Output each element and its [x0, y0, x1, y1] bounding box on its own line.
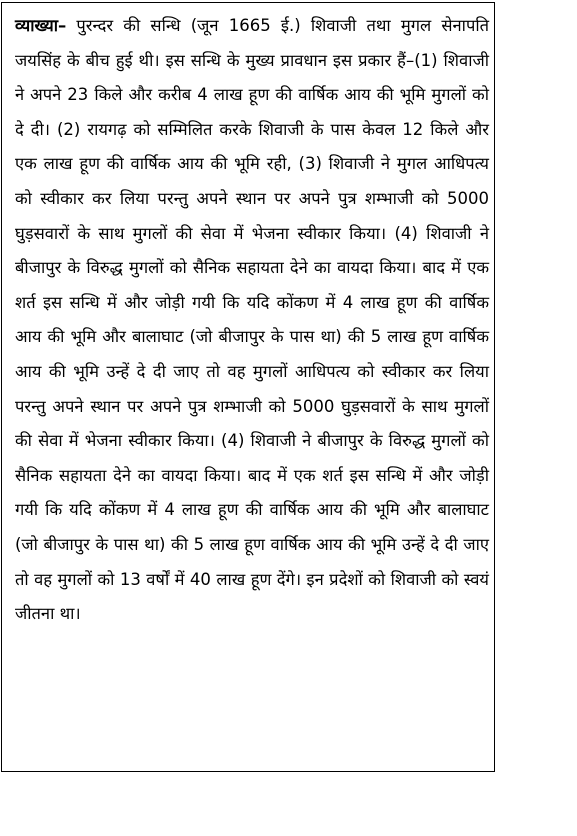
- explanation-label: व्याख्या–: [15, 16, 67, 35]
- text-box: [1, 2, 495, 772]
- explanation-paragraph: [15, 9, 489, 632]
- explanation-body: पुरन्दर की सन्धि (जून 1665 ई.) शिवाजी तथा मुगल सेनापति जयसिंह के बीच हुई थी। इस सन्धि के मुख्य प्रावधान इस प्रकार हैं–(1) शिवाजी ने अपने 23 किले और करीब 4 लाख हूण की वार्षिक आय की भूमि मुगलों को दे दी। (2) रायगढ़ को सम्मिलित करके शिवाजी के पास केवल 12 किले और एक लाख हूण की वार्षिक आय की भूमि रही, (3) शिवाजी ने मुगल आधिपत्य को स्वीकार कर लिया परन्तु अपने स्थान पर अपने पुत्र शम्भाजी को 5000 घुड़सवारों के साथ मुगलों की सेवा में भेजना स्वीकार किया। (4) शिवाजी ने बीजापुर के विरुद्ध मुगलों को सैनिक सहायता देने का वायदा किया। बाद में एक शर्त इस सन्धि में और जोड़ी गयी कि यदि कोंकण में 4 लाख हूण की वार्षिक आय की भूमि और बालाघाट (जो बीजापुर के पास था) की 5 लाख हूण वार्षिक आय की भूमि उन्हें दे दी जाए तो वह मुगलों आधिपत्य को स्वीकार कर लिया परन्तु अपने स्थान पर अपने पुत्र शम्भाजी को 5000 घुड़सवारों के साथ मुगलों की सेवा में भेजना स्वीकार किया। (4) शिवाजी ने बीजापुर के विरुद्ध मुगलों को सैनिक सहायता देने का वायदा किया। बाद में एक शर्त इस सन्धि में और जोड़ी गयी कि यदि कोंकण में 4 लाख हूण की वार्षिक आय की भूमि और बालाघाट (जो बीजापुर के पास था) की 5 लाख हूण वार्षिक आय की भूमि उन्हें दे दी जाए तो वह मुगलों को 13 वर्षों में 40 लाख हूण देंगे। इन प्रदेशों को शिवाजी को स्वयं जीतना था।: [15, 16, 489, 624]
